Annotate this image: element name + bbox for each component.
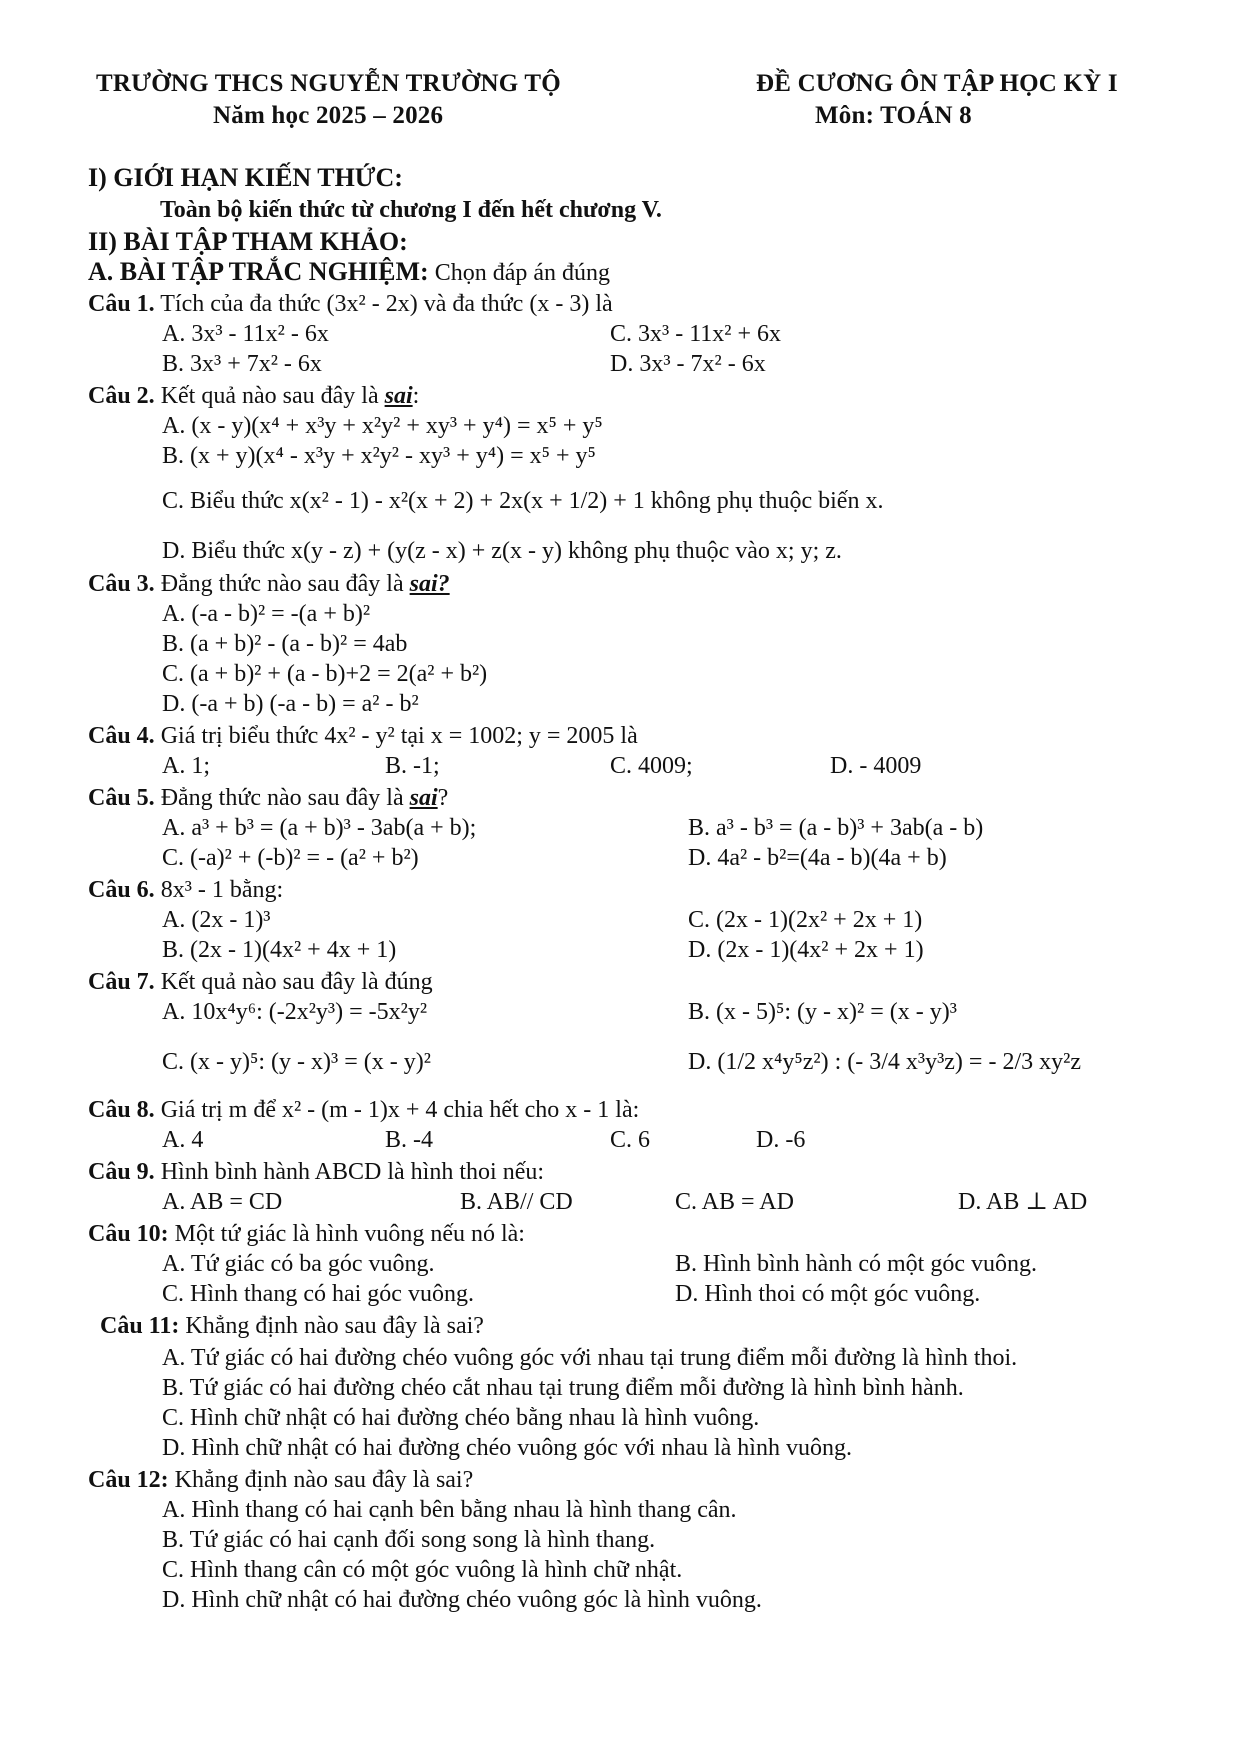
- q11-option-b: B. Tứ giác có hai đường chéo cắt nhau tại trung điểm mỗi đường là hình bình hành.: [162, 1375, 964, 1401]
- subject-label: Môn: TOÁN 8: [815, 102, 972, 129]
- q7-option-b: B. (x - 5)⁵: (y - x)² = (x - y)³: [688, 999, 957, 1025]
- q1-option-b: B. 3x³ + 7x² - 6x: [162, 351, 322, 377]
- question-emphasis: sai?: [409, 571, 450, 597]
- question-label: Câu 7.: [88, 969, 155, 995]
- question-text: Tích của đa thức (3x² - 2x) và đa thức (x - 3) là: [160, 291, 613, 317]
- q8-option-a: A. 4: [162, 1127, 204, 1153]
- question-text: Đẳng thức nào sau đây là: [160, 571, 410, 597]
- q12-option-a: A. Hình thang có hai cạnh bên bằng nhau là hình thang cân.: [162, 1497, 737, 1523]
- part-a-instruction: Chọn đáp án đúng: [434, 260, 611, 286]
- question-text: Hình bình hành ABCD là hình thoi nếu:: [160, 1159, 545, 1185]
- school-name: TRƯỜNG THCS NGUYỄN TRƯỜNG TỘ: [96, 70, 561, 97]
- q9-option-d: D. AB ⊥ AD: [958, 1189, 1088, 1215]
- q12-option-c: C. Hình thang cân có một góc vuông là hình chữ nhật.: [162, 1557, 683, 1583]
- q7-option-c: C. (x - y)⁵: (y - x)³ = (x - y)²: [162, 1049, 431, 1075]
- question-7: [88, 968, 433, 996]
- q8-option-c: C. 6: [610, 1127, 651, 1153]
- q10-option-d: D. Hình thoi có một góc vuông.: [675, 1281, 981, 1307]
- question-label: Câu 9.: [88, 1159, 155, 1185]
- q2-option-d: D. Biểu thức x(y - z) + (y(z - x) + z(x - y) không phụ thuộc vào x; y; z.: [162, 538, 842, 564]
- q6-option-b: B. (2x - 1)(4x² + 4x + 1): [162, 937, 397, 963]
- question-2: Câu 2. Kết quả nào sau đây là sai:: [88, 383, 420, 409]
- question-9: [88, 1158, 544, 1186]
- q10-option-c: C. Hình thang có hai góc vuông.: [162, 1281, 474, 1307]
- q4-option-a: A. 1;: [162, 753, 210, 779]
- q7-option-a: A. 10x⁴y⁶: (-2x²y³) = -5x²y²: [162, 999, 428, 1025]
- q11-option-c: C. Hình chữ nhật có hai đường chéo bằng nhau là hình vuông.: [162, 1405, 760, 1431]
- q6-option-a: A. (2x - 1)³: [162, 907, 271, 933]
- question-text: Đẳng thức nào sau đây là: [160, 785, 410, 811]
- q5-option-b: B. a³ - b³ = (a - b)³ + 3ab(a - b): [688, 815, 984, 841]
- q11-option-d: D. Hình chữ nhật có hai đường chéo vuông góc với nhau là hình vuông.: [162, 1435, 852, 1461]
- question-text: 8x³ - 1 bằng:: [160, 877, 284, 903]
- q7-option-d: D. (1/2 x⁴y⁵z²) : (- 3/4 x³y³z) = - 2/3 xy²z: [688, 1049, 1081, 1075]
- question-12: [88, 1466, 473, 1494]
- question-label: Câu 11:: [100, 1313, 180, 1339]
- section-1-content: Toàn bộ kiến thức từ chương I đến hết chương V.: [160, 197, 662, 223]
- q1-option-c: C. 3x³ - 11x² + 6x: [610, 321, 782, 347]
- question-10: [88, 1220, 525, 1248]
- question-text: Khẳng định nào sau đây là sai?: [185, 1313, 484, 1339]
- q9-option-b: B. AB// CD: [460, 1189, 573, 1215]
- q10-option-b: B. Hình bình hành có một góc vuông.: [675, 1251, 1037, 1277]
- q1-option-a: A. 3x³ - 11x² - 6x: [162, 321, 329, 347]
- q4-option-b: B. -1;: [385, 753, 440, 779]
- q5-option-c: C. (-a)² + (-b)² = - (a² + b²): [162, 845, 419, 871]
- question-text: Giá trị biểu thức 4x² - y² tại x = 1002; y = 2005 là: [160, 723, 638, 749]
- question-text-end: ?: [437, 785, 449, 811]
- q1-option-d: D. 3x³ - 7x² - 6x: [610, 351, 766, 377]
- question-label: Câu 6.: [88, 877, 155, 903]
- question-emphasis: sai: [384, 383, 413, 409]
- q11-option-a: A. Tứ giác có hai đường chéo vuông góc với nhau tại trung điểm mỗi đường là hình thoi.: [162, 1345, 1018, 1371]
- question-4: [88, 722, 638, 750]
- q12-option-d: D. Hình chữ nhật có hai đường chéo vuông góc là hình vuông.: [162, 1587, 762, 1613]
- q9-option-a: A. AB = CD: [162, 1189, 283, 1215]
- question-label: Câu 10:: [88, 1221, 169, 1247]
- question-label: Câu 12:: [88, 1467, 169, 1493]
- q2-option-b: B. (x + y)(x⁴ - x³y + x²y² - xy³ + y⁴) = x⁵ + y⁵: [162, 443, 596, 469]
- q3-option-a: A. (-a - b)² = -(a + b)²: [162, 601, 371, 627]
- q5-option-d: D. 4a² - b²=(4a - b)(4a + b): [688, 845, 947, 871]
- section-1-title: I) GIỚI HẠN KIẾN THỨC:: [88, 163, 403, 192]
- q4-option-c: C. 4009;: [610, 753, 693, 779]
- q8-option-d: D. -6: [756, 1127, 806, 1153]
- question-3: [88, 570, 450, 598]
- question-emphasis: sai: [409, 785, 438, 811]
- question-label: Câu 1.: [88, 291, 155, 317]
- q2-option-a: A. (x - y)(x⁴ + x³y + x²y² + xy³ + y⁴) = x⁵ + y⁵: [162, 413, 603, 439]
- document-title: ĐỀ CƯƠNG ÔN TẬP HỌC KỲ I: [756, 70, 1118, 97]
- question-label: Câu 4.: [88, 723, 155, 749]
- question-label: Câu 2.: [88, 383, 155, 409]
- q6-option-c: C. (2x - 1)(2x² + 2x + 1): [688, 907, 923, 933]
- question-5: [88, 784, 448, 812]
- school-year: Năm học 2025 – 2026: [213, 102, 444, 129]
- question-6: [88, 876, 283, 904]
- q10-option-a: A. Tứ giác có ba góc vuông.: [162, 1251, 435, 1277]
- q3-option-c: C. (a + b)² + (a - b)+2 = 2(a² + b²): [162, 661, 488, 687]
- question-label: Câu 3.: [88, 571, 155, 597]
- part-a-title: A. BÀI TẬP TRẮC NGHIỆM:: [88, 257, 429, 286]
- question-text: Khẳng định nào sau đây là sai?: [174, 1467, 474, 1493]
- q8-option-b: B. -4: [385, 1127, 433, 1153]
- q2-option-c: C. Biểu thức x(x² - 1) - x²(x + 2) + 2x(x + 1/2) + 1 không phụ thuộc biến x.: [162, 488, 884, 514]
- q4-option-d: D. - 4009: [830, 753, 922, 779]
- q3-option-b: B. (a + b)² - (a - b)² = 4ab: [162, 631, 408, 657]
- q6-option-d: D. (2x - 1)(4x² + 2x + 1): [688, 937, 924, 963]
- q5-option-a: A. a³ + b³ = (a + b)³ - 3ab(a + b);: [162, 815, 477, 841]
- question-text: Một tứ giác là hình vuông nếu nó là:: [174, 1221, 525, 1247]
- question-8: [88, 1096, 639, 1124]
- q12-option-b: B. Tứ giác có hai cạnh đối song song là hình thang.: [162, 1527, 656, 1553]
- part-a-heading: [88, 258, 610, 287]
- question-11: [100, 1312, 484, 1340]
- q9-option-c: C. AB = AD: [675, 1189, 794, 1215]
- question-1: [88, 290, 613, 318]
- question-text: Giá trị m để x² - (m - 1)x + 4 chia hết cho x - 1 là:: [160, 1097, 640, 1123]
- question-label: Câu 8.: [88, 1097, 155, 1123]
- question-label: Câu 5.: [88, 785, 155, 811]
- section-2-title: II) BÀI TẬP THAM KHẢO:: [88, 227, 408, 256]
- question-text: Kết quả nào sau đây là: [160, 383, 385, 409]
- q3-option-d: D. (-a + b) (-a - b) = a² - b²: [162, 691, 419, 717]
- question-text: Kết quả nào sau đây là đúng: [160, 969, 433, 995]
